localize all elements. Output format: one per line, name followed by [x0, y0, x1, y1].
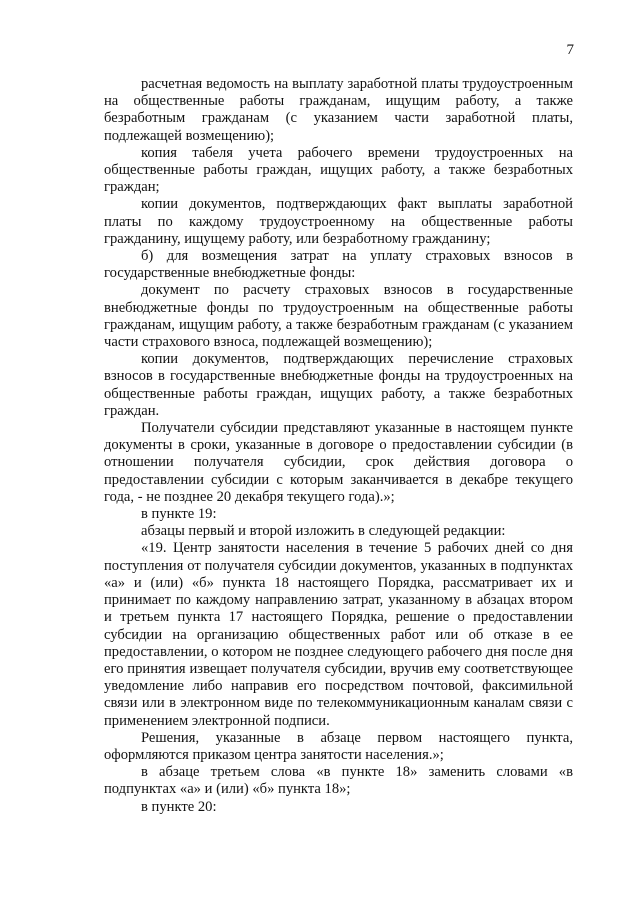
paragraph-new-wording: абзацы первый и второй изложить в следующей редакции: — [141, 523, 506, 540]
paragraph-point-19-text: «19. Центр занятости населения в течение 5 рабочих дней со дня поступления от получателя субсидии документов, указанных в подпунктах «а» и (или) «б» пункта 18 настоящего Порядка, рассматривает их и принимает по каждому направлению затрат, указанному в абзацах втором и третьем пункта 17 настоящего Порядка, решение о предоставлении субсидии на организацию общественных работ или об отказе в ее предоставлении, о котором не позднее следующего рабочего дня после дня его принятия извещает получателя субсидии, вручив ему соответствующее уведомление либо направив его посредством почтовой, факсимильной связи или в электронном виде по телекоммуникационным каналам связи с применением электронной подписи. — [104, 540, 573, 729]
paragraph-contributions-calculation: документ по расчету страховых взносов в государственные внебюджетные фонды по трудоустроенным на общественные работы гражданам, ищущим работу, а также безработным гражданам (с указанием части страхового взноса, подлежащей возмещению); — [104, 282, 573, 351]
paragraph-point-20: в пункте 20: — [141, 798, 217, 815]
paragraph-submission-deadline: Получатели субсидии представляют указанные в настоящем пункте документы в сроки, указанные в договоре о предоставлении субсидии (в отношении получателя субсидии, срок действия договора о предоставлении субсидии с которым заканчивается в декабре текущего года, - не позднее 20 декабря текущего года).»; — [104, 420, 573, 505]
paragraph-subitem-b: б) для возмещения затрат на уплату страховых взносов в государственные внебюджетные фонды: — [104, 248, 573, 282]
paragraph-payroll-statement: расчетная ведомость на выплату заработной платы трудоустроенным на общественные работы гражданам, ищущим работу, а также безработным гражданам (с указанием части заработной платы, подлежащей возмещению); — [104, 76, 573, 144]
paragraph-timesheet-copy: копия табеля учета рабочего времени трудоустроенных на общественные работы граждан, ищущих работу, а также безработных граждан; — [104, 144, 573, 196]
document-body — [104, 76, 573, 816]
paragraph-contributions-transfer-documents: копии документов, подтверждающих перечисление страховых взносов в государственные внебюджетные фонды на трудоустроенных на общественные работы граждан, ищущих работу, а также безработных граждан. — [104, 351, 573, 419]
paragraph-third-abzac-replacement: в абзаце третьем слова «в пункте 18» заменить словами «в подпунктах «а» и (или) «б» пункта 18»; — [104, 764, 573, 798]
paragraph-decisions: Решения, указанные в абзаце первом настоящего пункта, оформляются приказом центра занятости населения.»; — [104, 729, 573, 763]
paragraph-point-19: в пункте 19: — [141, 506, 217, 523]
paragraph-wage-payment-documents: копии документов, подтверждающих факт выплаты заработной платы по каждому трудоустроенному на общественные работы гражданину, ищущему работу, или безработному гражданину; — [104, 196, 573, 247]
page-number: 7 — [566, 42, 574, 58]
